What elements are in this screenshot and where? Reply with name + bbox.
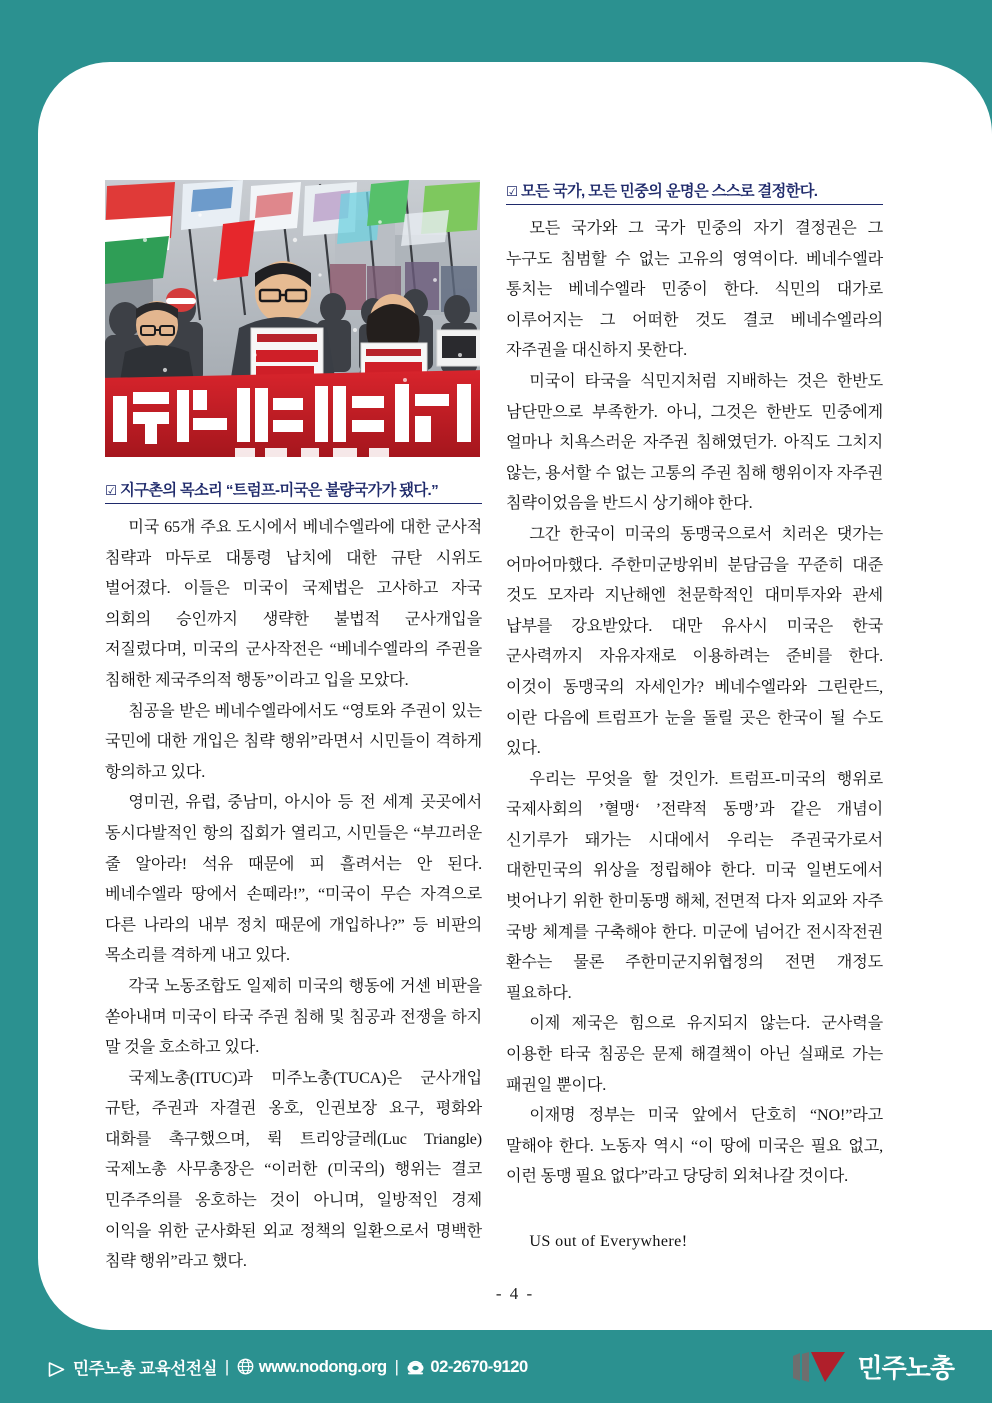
footer-separator-1: | xyxy=(224,1356,229,1376)
photo-illustration xyxy=(105,180,480,457)
paragraph: 미국이 타국을 식민지처럼 지배하는 것은 한반도 남단만으로 부족한가. 아니, 그것은 한반도 민중에게 얼마나 치욕스러운 자주권 침해였던가. 아직도 그치지 않는, 용서할 수 없는 고통의 주권 침해 행위이자 자주권 침략이었음을 반드시 상기해야 한다. xyxy=(506,372,883,513)
footer-org-name: 민주노총 교육선전실 xyxy=(73,1358,217,1378)
right-section-heading xyxy=(506,180,883,205)
paragraph: 그간 한국이 미국의 동맹국으로서 치러온 댓가는 어마어마했다. 주한미군방위비 분담금을 꾸준히 대준 것도 모자라 지난해엔 천문학적인 대미투자와 관세 납부를 강요받았다. 대만 유사시 미국은 한국 군사력까지 자유자재로 이용하려는 준비를 한다. 이것이 동맹국의 자세인가? 베네수엘라와 그린란드, 이란 다음에 트럼프가 눈을 돌릴 곳은 한국이 될 수도 있다. xyxy=(506,525,883,758)
paragraph: 이재명 정부는 미국 앞에서 단호히 “NO!”라고 말해야 한다. 노동자 역시 “이 땅에 미국은 필요 없고, 이런 동맹 필요 없다”라고 당당히 외쳐나갈 것이다. xyxy=(506,1107,883,1186)
paragraph: 각국 노동조합도 일제히 미국의 행동에 거센 비판을 쏟아내며 미국이 타국 주권 침해 및 침공과 전쟁을 하지 말 것을 호소하고 있다. xyxy=(105,977,482,1057)
two-column-layout xyxy=(105,180,968,1278)
paragraph: 국제노총(ITUC)과 미주노총(TUCA)은 군사개입 규탄, 주권과 자결권 옹호, 인권보장 요구, 평화와 대화를 촉구했으며, 뤽 트리앙글레(Luc Triangle) 국제노총 사무총장은 “이러한 (미국의) 행위는 결코 민주주의를 옹호하는 것이 아니며, 일방적인 경제 이익을 위한 군사화된 외교 정책의 일환으로서 명백한 침략 행위”라고 했다. xyxy=(105,1069,482,1271)
globe-icon xyxy=(237,1357,254,1376)
right-section-heading-text: 모든 국가, 모든 민중의 운명은 스스로 결정한다. xyxy=(521,183,818,200)
logo-text: 민주노총 xyxy=(857,1353,954,1383)
left-section-heading xyxy=(105,479,482,504)
paragraph: 이제 제국은 힘으로 유지되지 않는다. 군사력을 이용한 타국 침공은 문제 해결책이 아닌 실패로 가는 패권일 뿐이다. xyxy=(506,1015,883,1094)
play-triangle-icon xyxy=(48,1361,65,1378)
footer-phone: 02-2670-9120 xyxy=(430,1356,528,1376)
left-section-heading-text: 지구촌의 목소리 “트럼프-미국은 불량국가가 됐다.” xyxy=(120,482,439,499)
kctu-logo xyxy=(791,1348,954,1385)
page-number: - 4 - xyxy=(495,1284,535,1303)
footer-separator-2: | xyxy=(394,1356,399,1376)
footer-contact-info xyxy=(48,1355,528,1379)
checkbox-icon: ☑ xyxy=(105,483,118,499)
right-column xyxy=(506,180,883,1258)
paragraph: 영미권, 유럽, 중남미, 아시아 등 전 세계 곳곳에서 동시다발적인 항의 집회가 열리고, 시민들은 “부끄러운 줄 알아라! 석유 때문에 피 흘려서는 안 된다. 베네수엘라 땅에서 손떼라!”, “미국이 무슨 자격으로 다른 나라의 내부 정치 때문에 개입하나?” 등 비판의 목소리를 격하게 내고 있다. xyxy=(105,794,482,965)
logo-mark-icon xyxy=(791,1350,849,1384)
left-column xyxy=(105,180,482,1278)
paragraph: 침공을 받은 베네수엘라에서도 “영토와 주권이 있는 국민에 대한 개입은 침략 행위”라면서 시민들이 격하게 항의하고 있다. xyxy=(105,702,482,781)
footer-website[interactable]: www.nodong.org xyxy=(258,1356,387,1376)
footer-bar xyxy=(0,1330,992,1403)
venezuela-solidarity-rally-photo xyxy=(105,180,480,457)
paragraph: 우리는 무엇을 할 것인가. 트럼프-미국의 행위로 국제사회의 ’혈맹‘ ’전략적 동맹’과 같은 개념이 신기루가 돼가는 시대에서 우리는 주권국가로서 대한민국의 위상을 정립해야 한다. 미국 일변도에서 벗어나기 위한 한미동맹 해체, 전면적 다자 외교와 자주 국방 체계를 구축해야 한다. 미군에 넘어간 전시작전권 환수는 물론 주한미군지위협정의 전면 개정도 필요하다. xyxy=(506,770,883,1002)
telephone-icon xyxy=(406,1357,425,1376)
checkbox-icon: ☑ xyxy=(506,184,519,200)
paragraph: 미국 65개 주요 도시에서 베네수엘라에 대한 군사적 침략과 마두로 대통령 납치에 대한 규탄 시위도 벌어졌다. 이들은 미국이 국제법은 고사하고 자국 의회의 승인까지 생략한 불법적 군사개입을 저질렀다며, 미국의 군사작전은 “베네수엘라의 주권을 침해한 제국주의적 행동”이라고 입을 모았다. xyxy=(105,519,482,689)
paragraph: 모든 국가와 그 국가 민중의 자기 결정권은 그 누구도 침범할 수 없는 고유의 영역이다. 베네수엘라 통치는 베네수엘라 민중이 한다. 식민의 대가로 이루어지는 그 어떠한 것도 결코 베네수엘라의 자주권을 대신하지 못한다. xyxy=(506,220,883,360)
page-content xyxy=(38,62,992,1330)
closing-slogan: US out of Everywhere! xyxy=(529,1233,688,1250)
